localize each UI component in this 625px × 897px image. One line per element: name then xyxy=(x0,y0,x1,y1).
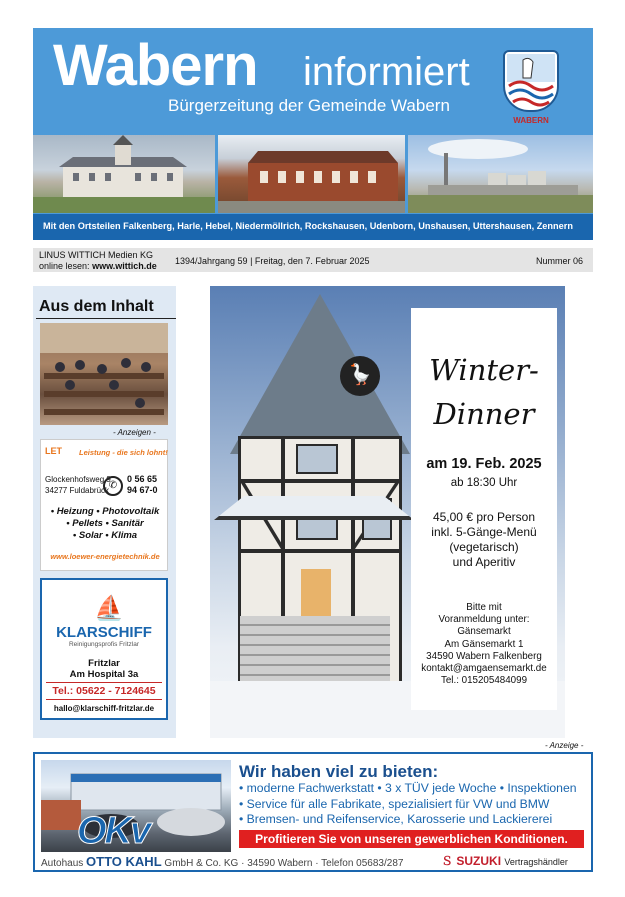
contents-heading: Aus dem Inhalt xyxy=(36,298,176,319)
house-roof xyxy=(230,294,410,454)
offer-item: • moderne Fachwerkstatt • 3 x TÜV jede Woche • Inspektionen xyxy=(239,781,577,795)
newspaper-title: Wabern xyxy=(53,33,258,98)
publisher-info xyxy=(39,250,157,272)
dinner-price-line: und Aperitiv xyxy=(452,555,516,569)
sailboat-icon: ⛵ xyxy=(94,595,124,622)
let-energy-ad[interactable] xyxy=(40,439,168,571)
let-logo: LET xyxy=(45,446,62,456)
klarschiff-name: KLARSCHIFF xyxy=(56,624,152,641)
offer-item: • Bremsen- und Reifenservice, Karosserie und Lackiererei xyxy=(239,812,553,826)
winter-dinner-ad[interactable] xyxy=(210,286,565,738)
let-street: Glockenhofsweg 9 xyxy=(45,475,111,484)
porch-roof xyxy=(214,496,414,520)
dinner-date: am 19. Feb. 2025 xyxy=(426,456,542,472)
dealer-details: GmbH & Co. KG · 34590 Wabern · Telefon 05683/287 xyxy=(164,858,404,869)
okv-logo: OKv xyxy=(77,810,150,852)
dinner-contact-line: Tel.: 015205484099 xyxy=(440,675,528,687)
contents-sidebar xyxy=(33,286,176,738)
crest-label: WABERN xyxy=(513,116,549,125)
let-slogan: Leistung - die sich lohnt! xyxy=(79,448,168,457)
goose-icon: 🪿 xyxy=(340,356,380,396)
suzuki-s-icon: Ｓ xyxy=(441,854,454,868)
districts-bar: Mit den Ortsteilen Falkenberg, Harle, Hebel, Niedermöllrich, Rockshausen, Udenborn, Unshausen, Uttershausen, Zennern xyxy=(33,214,593,240)
dinner-price-line: 45,00 € pro Person xyxy=(432,510,536,524)
klarschiff-street: Am Hospital 3a xyxy=(69,669,139,680)
dinner-title xyxy=(411,348,557,436)
klarschiff-phone: Tel.: 05622 - 7124645 xyxy=(46,682,162,700)
coat-of-arms-icon xyxy=(503,50,559,112)
phone-icon: ✆ xyxy=(103,476,123,496)
dinner-contact-line: Gänsemarkt xyxy=(457,626,511,638)
dinner-invitation xyxy=(411,308,557,710)
church-interior-photo xyxy=(40,323,168,425)
offer-banner: Profitieren Sie von unseren gewerblichen Konditionen. xyxy=(239,830,584,848)
let-services-line: • Pellets • Sanitär xyxy=(66,518,144,529)
dealer-prefix: Autohaus xyxy=(41,858,84,869)
dinner-title-line: Winter- xyxy=(429,353,539,387)
let-phone xyxy=(127,474,158,496)
issue-number: Nummer 06 xyxy=(536,256,584,266)
issue-date: 1394/Jahrgang 59 | Freitag, den 7. Februar 2025 xyxy=(175,256,370,266)
brand-name: SUZUKI xyxy=(456,854,502,868)
let-city: 34277 Fuldabrück xyxy=(45,486,110,495)
issue-info-bar xyxy=(33,248,593,272)
stairs xyxy=(240,616,390,686)
offer-list xyxy=(239,781,577,828)
let-services-line: • Solar • Klima xyxy=(72,530,138,541)
online-prefix: online lesen: xyxy=(39,261,90,271)
dinner-price xyxy=(411,510,557,570)
dinner-time: ab 18:30 Uhr xyxy=(450,477,518,489)
dinner-contact-line: Am Gänsemarkt 1 xyxy=(444,638,524,650)
castle-photo xyxy=(33,135,215,213)
autohaus-ad[interactable] xyxy=(33,752,593,872)
ad-label: - Anzeige - xyxy=(545,741,584,750)
klarschiff-address xyxy=(42,658,166,680)
klarschiff-ad[interactable] xyxy=(40,578,168,720)
dealer-info xyxy=(41,854,403,869)
newspaper-subtitle: informiert xyxy=(303,50,470,94)
masthead xyxy=(33,28,593,240)
dinner-title-line: Dinner xyxy=(433,397,535,431)
publisher-name: LINUS WITTICH Medien KG xyxy=(39,250,154,260)
dinner-contact-line: 34590 Wabern Falkenberg xyxy=(426,650,542,662)
dinner-price-line: (vegetarisch) xyxy=(449,540,519,554)
online-link[interactable]: www.wittich.de xyxy=(92,261,157,271)
let-services-line: • Heizung • Photovoltaik xyxy=(50,506,160,517)
brand-subtitle: Vertragshändler xyxy=(504,857,568,867)
let-address xyxy=(45,474,111,496)
offer-title: Wir haben viel zu bieten: xyxy=(239,762,439,781)
let-phone-bottom: 94 67-0 xyxy=(127,485,158,495)
dinner-contact-line: Voranmeldung unter: xyxy=(438,614,530,626)
factory-photo xyxy=(408,135,593,213)
klarschiff-subtitle: Reinigungsprofis Fritzlar xyxy=(68,641,140,648)
let-phone-top: 0 56 65 xyxy=(127,474,158,484)
let-services xyxy=(41,506,169,542)
online-line xyxy=(39,261,157,272)
dinner-contact-line: Bitte mit xyxy=(466,602,502,613)
klarschiff-email-link[interactable]: hallo@klarschiff-fritzlar.de xyxy=(53,704,155,713)
let-website-link[interactable]: www.loewer-energietechnik.de xyxy=(50,552,160,561)
suzuki-logo xyxy=(441,852,568,869)
klarschiff-city: Fritzlar xyxy=(88,658,120,669)
brick-building-photo xyxy=(218,135,405,213)
dinner-email-link[interactable]: kontakt@amgaensemarkt.de xyxy=(421,663,547,675)
offer-item: • Service für alle Fabrikate, spezialisiert für VW und BMW xyxy=(239,796,550,811)
dealer-name: OTTO KAHL xyxy=(86,854,162,869)
dinner-price-line: inkl. 5-Gänge-Menü xyxy=(431,525,537,539)
dinner-contact xyxy=(411,602,557,687)
tagline: Bürgerzeitung der Gemeinde Wabern xyxy=(168,96,450,115)
ads-label: - Anzeigen - xyxy=(113,428,156,437)
